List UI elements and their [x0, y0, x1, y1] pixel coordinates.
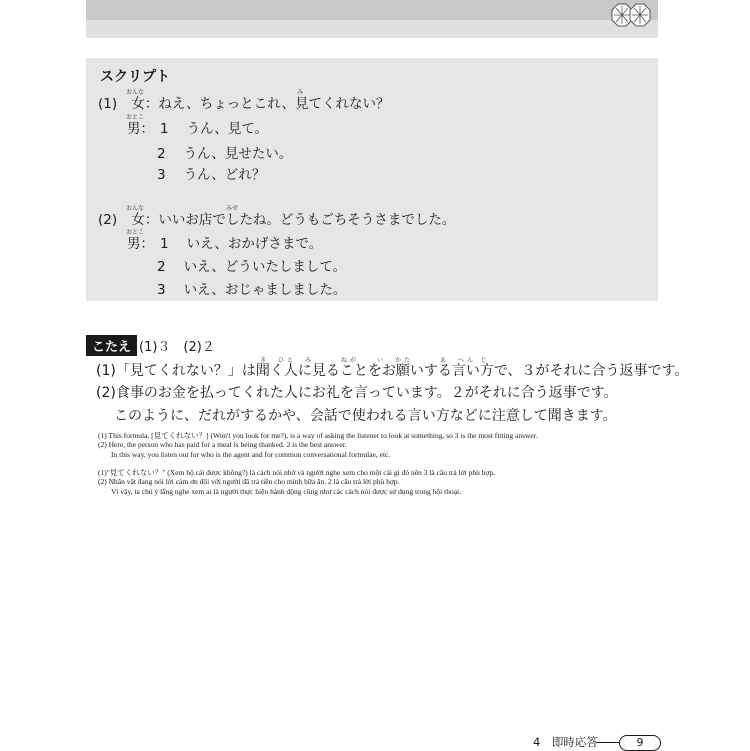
q1-woman-label: 女 — [131, 96, 145, 112]
answer-jp-line-2: (2)食事のお金を払ってくれた人にお礼を言っています。２がそれに合う返事です。 — [96, 385, 618, 401]
q1-option-3-text: うん、どれ？ — [183, 167, 266, 183]
answer-en-line-3: In this way, you listen out for who is the agent and for common conversational formulae, etc. — [111, 450, 391, 459]
answer-vi-line-1: (1)"見てくれない？" (Xem hộ cái được không?) là cách nói nhờ và người nghe xem cho một cái gì đó nên 3 là câu trả lời phù hợp. — [98, 468, 496, 477]
q2-man-label: 男 — [127, 236, 141, 252]
furigana-onna-2: おんな — [126, 205, 145, 212]
q2-option-2 — [157, 255, 346, 275]
answer-jp-line-1: (1)「見てくれない？」は聞く人に見ることをお願いする言い方で、３がそれに合う返事です。 — [96, 363, 689, 379]
answer-en-line-1: (1) This formula, [見てくれない？] (Won't you look for me?), is a way of asking the listener to look at something, so 3 is the most fitting answer. — [98, 431, 538, 440]
knot-decoration-icon — [604, 0, 656, 38]
footer-rule — [597, 742, 619, 743]
header-bar — [86, 0, 658, 38]
furigana-otoko-2: おとこ — [126, 229, 145, 236]
answer-vi-line-2: (2) Nhân vật đang nói lời cảm ơn đối với người đã trả tiền cho mình bữa ăn. 2 là câu trả lời phù hợp. — [98, 477, 400, 486]
answer-jp-line-3: このように、だれがするかや、会話で使われる言い方などに注意して聞きます。 — [114, 408, 617, 424]
q1-option-2-text: うん、見せたい。 — [183, 146, 293, 162]
q1-man-label: 男 — [127, 121, 141, 137]
answer-furigana: き ひと み ねが い かた あ へん じ — [260, 357, 490, 364]
furigana-onna: おんな — [126, 89, 145, 96]
q1-option-1-num: 1 — [160, 121, 169, 137]
chapter-label: 4 即時応答 — [533, 735, 598, 749]
answer-en-line-2: (2) Here, the person who has paid for a meal is being thanked. 2 is the best answer. — [98, 440, 347, 449]
q1-option-3 — [157, 163, 265, 183]
q1-number: (1) — [98, 96, 118, 112]
q2-woman-label: 女 — [131, 212, 145, 228]
q2-option-2-text: いえ、どういたしまして。 — [183, 259, 347, 275]
q2-number: (2) — [98, 212, 118, 228]
furigana-mi: み — [297, 89, 304, 96]
q2-option-1-text: いえ、おかげさまで。 — [186, 236, 323, 252]
header-band — [86, 0, 658, 20]
page-number: 9 — [619, 735, 661, 751]
q2-woman-text: ：いいお店でしたね。どうもごちそうさまでした。 — [144, 212, 456, 228]
answer-label: こたえ — [86, 335, 137, 356]
q2-man-line: 男： 1 いえ、おかげさまで。 — [127, 232, 322, 252]
q2-option-1-num: 1 — [160, 236, 169, 252]
q1-option-2 — [157, 142, 292, 162]
q1-woman-text: ：ねえ、ちょっとこれ、見てくれない？ — [144, 96, 390, 112]
q1-option-2-num: 2 — [157, 146, 166, 162]
q2-woman-line — [98, 208, 455, 228]
answer-values: (1)３ (2)２ — [139, 340, 215, 355]
script-title: スクリプト — [100, 69, 170, 85]
q2-option-3-text: いえ、おじゃましました。 — [183, 282, 347, 298]
q1-option-3-num: 3 — [157, 167, 166, 183]
answer-header — [86, 335, 215, 356]
furigana-mise: みせ — [226, 205, 239, 212]
q1-man-line: 男： 1 うん、見て。 — [127, 117, 268, 137]
q1-option-1-text: うん、見て。 — [186, 121, 269, 137]
q1-woman-line — [98, 92, 390, 112]
q2-option-3-num: 3 — [157, 282, 166, 298]
q2-option-2-num: 2 — [157, 259, 166, 275]
q2-option-3 — [157, 278, 346, 298]
furigana-otoko: おとこ — [126, 114, 145, 121]
answer-vi-line-3: Vì vậy, ta chú ý lắng nghe xem ai là người thực hiện hành động cũng như các cách nói được sử dụng trong hội thoại. — [111, 487, 461, 496]
